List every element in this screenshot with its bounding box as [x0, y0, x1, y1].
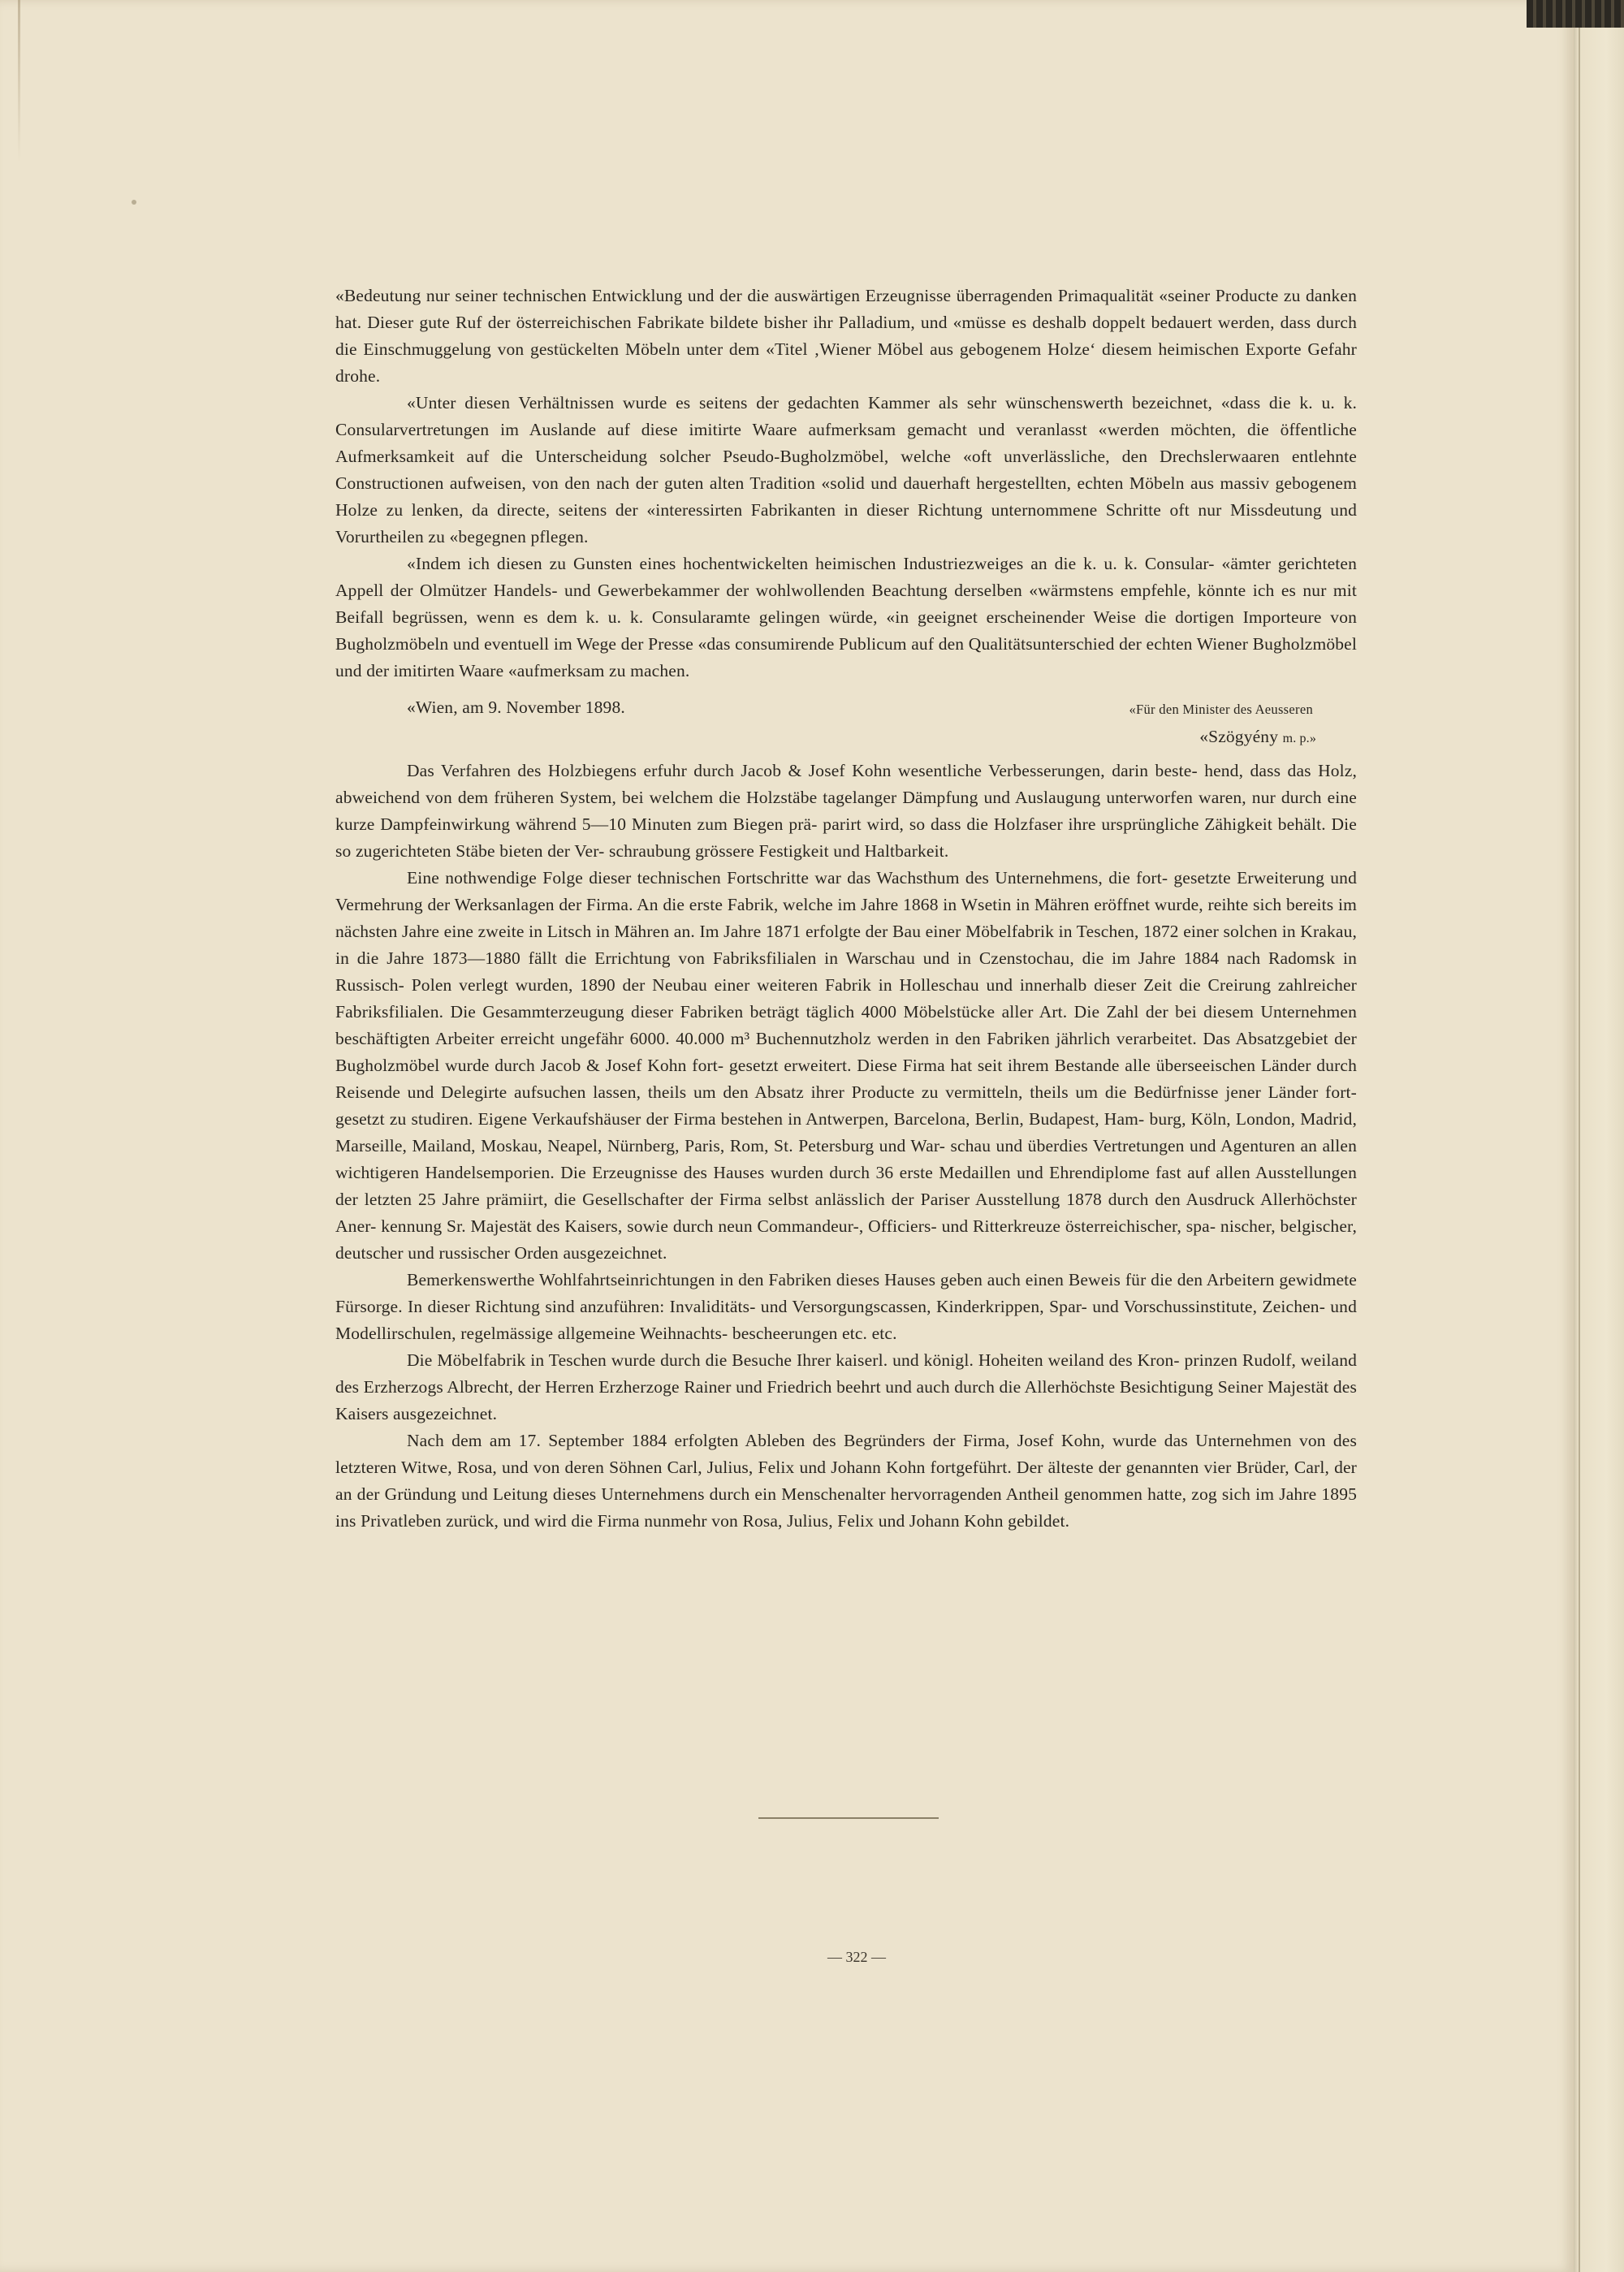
paper-speck	[132, 200, 136, 205]
section-end-rule	[758, 1817, 939, 1819]
signature-name-text: «Szögyény	[1199, 727, 1279, 746]
binding-band	[1527, 0, 1624, 28]
body-paragraph-5: Nach dem am 17. September 1884 erfolgten Ableben des Begründers der Firma, Josef Kohn, wurde das Unternehmen von des letzteren Witwe, Rosa, und von deren Söhnen Carl, Julius, Felix und Johann Kohn fortgeführt. Der älteste der genannten vier Brüder, Carl, der an der Gründung und Leitung dieses Unternehmens durch ein Menschenalter hervorragenden Antheil genommen hatte, zog sich im Jahre 1895 ins Privatleben zurück, und wird die Firma nunmehr von Rosa, Julius, Felix und Johann Kohn gebildet.	[335, 1431, 1357, 1531]
signature-for-minister: «Für den Minister des Aeusseren	[1129, 702, 1313, 717]
paper-crease	[18, 0, 20, 162]
next-page-edge	[1574, 0, 1624, 2272]
letter-paragraph-3: «Indem ich diesen zu Gunsten eines hochentwickelten heimischen Industriezweiges an die k. u. k. Consular- «ämter gerichteten Appell der Olmützer Handels- und Gewerbekammer der wohlwollenden Beachtung derselben «wärmstens empfehle, könnte ich es nur mit Beifall begrüssen, wenn es dem k. u. k. Consularamte gelingen würde, «in geeignet erscheinender Weise die dortigen Importeure von Bugholzmöbeln und eventuell im Wege der Presse «das consumirende Publicum auf den Qualitätsunterschied der echten Wiener Bugholzmöbel und der imitirten Waare «aufmerksam zu machen.	[335, 554, 1357, 680]
letter-paragraph-2: «Unter diesen Verhältnissen wurde es seitens der gedachten Kammer als sehr wünschenswerth bezeichnet, «dass die k. u. k. Consularvertretungen im Auslande auf diese imitirte Waare aufmerksam gemacht und veranlasst «werden möchten, die öffentliche Aufmerksamkeit auf die Unterscheidung solcher Pseudo-Bugholzmöbel, welche «oft unverlässliche, den Drechslerwaaren entlehnte Constructionen aufweisen, von den nach der guten alten Tradition «solid und dauerhaft hergestellten, echten Möbeln aus massiv gebogenem Holze zu lenken, da directe, seitens der «interessirten Fabrikanten in dieser Richtung unternommene Schritte oft nur Missdeutung und Vorurtheilen zu «begegnen pflegen.	[335, 393, 1357, 546]
body-paragraph-3: Bemerkenswerthe Wohlfahrtseinrichtungen in den Fabriken dieses Hauses geben auch einen Beweis für die den Arbeitern gewidmete Fürsorge. In dieser Richtung sind anzuführen: Invaliditäts- und Versorgungscassen, Kinderkrippen, Spar- und Vorschussinstitute, Zeichen- und Modellirschulen, regelmässige allgemeine Weihnachts- bescheerungen etc. etc.	[335, 1270, 1357, 1343]
body-paragraph-4: Die Möbelfabrik in Teschen wurde durch die Besuche Ihrer kaiserl. und königl. Hoheiten weiland des Kron- prinzen Rudolf, weiland des Erzherzogs Albrecht, der Herren Erzherzoge Rainer und Friedrich beehrt und auch durch die Allerhöchste Besichtigung Seiner Majestät des Kaisers ausgezeichnet.	[335, 1350, 1357, 1423]
body-paragraph-2: Eine nothwendige Folge dieser technischen Fortschritte war das Wachsthum des Unternehmens, die fort- gesetzte Erweiterung und Vermehrung der Werksanlagen der Firma. An die erste Fabrik, welche im Jahre 1868 in Wsetin in Mähren eröffnet wurde, reihte sich bereits im nächsten Jahre eine zweite in Litsch in Mähren an. Im Jahre 1871 erfolgte der Bau einer Möbelfabrik in Teschen, 1872 einer solchen in Krakau, in die Jahre 1873—1880 fällt die Errichtung von Fabriksfilialen in Warschau und in Czenstochau, die im Jahre 1884 nach Radomsk in Russisch- Polen verlegt wurden, 1890 der Neubau einer weiteren Fabrik in Holleschau und innerhalb dieser Zeit die Creirung zahlreicher Fabriksfilialen. Die Gesammterzeugung dieser Fabriken beträgt täglich 4000 Möbelstücke aller Art. Die Zahl der bei diesem Unternehmen beschäftigten Arbeiter erreicht ungefähr 6000. 40.000 m³ Buchennutzholz werden in den Fabriken jährlich verarbeitet. Das Absatzgebiet der Bugholzmöbel wurde durch Jacob & Josef Kohn fort- gesetzt erweitert. Diese Firma hat seit ihrem Bestande alle überseeischen Länder durch Reisende und Delegirte aufsuchen lassen, theils um den Absatz ihrer Producte zu vermitteln, theils um die Bedürfnisse jener Länder fort- gesetzt zu studiren. Eigene Verkaufshäuser der Firma bestehen in Antwerpen, Barcelona, Berlin, Budapest, Ham- burg, Köln, London, Madrid, Marseille, Mailand, Moskau, Neapel, Nürnberg, Paris, Rom, St. Petersburg und War- schau und überdies Vertretungen und Agenturen an allen wichtigeren Handelsemporien. Die Erzeugnisse des Hauses wurden durch 36 erste Medaillen und Ehrendiplome fast auf allen Ausstellungen der letzten 25 Jahre prämiirt, die Gesellschafter der Firma selbst anlässlich der Pariser Ausstellung 1878 durch den Ausdruck Allerhöchster Aner- kennung Sr. Majestät des Kaisers, sowie durch neun Commandeur-, Officiers- und Ritterkreuze österreichischer, spa- nischer, belgischer, deutscher und russischer Orden ausgezeichnet.	[335, 868, 1357, 1263]
letter-paragraph-1: «Bedeutung nur seiner technischen Entwicklung und der die auswärtigen Erzeugnisse überragenden Primaqualität «seiner Producte zu danken hat. Dieser gute Ruf der österreichischen Fabrikate bildete bisher ihr Palladium, und «müsse es deshalb doppelt bedauert werden, dass durch die Einschmuggelung von gestückelten Möbeln unter dem «Titel ‚Wiener Möbel aus gebogenem Holze‘ diesem heimischen Exporte Gefahr drohe.	[335, 286, 1357, 386]
signature-suffix: m. p.»	[1282, 732, 1316, 745]
page-number: — 322 —	[827, 1949, 886, 1965]
letter-signature	[335, 691, 1357, 748]
page-gutter-line	[1579, 0, 1580, 2272]
signature-name	[1199, 723, 1316, 752]
main-text-block	[335, 283, 1357, 1535]
body-paragraph-1: Das Verfahren des Holzbiegens erfuhr durch Jacob & Josef Kohn wesentliche Verbesserungen, darin beste- hend, dass das Holz, abweichend von dem früheren System, bei welchem die Holzstäbe tagelanger Dämpfung und Auslaugung unterworfen waren, nur durch eine kurze Dampfeinwirkung während 5—10 Minuten zum Biegen prä- parirt wird, so dass die Holzfaser ihre ursprüngliche Zähigkeit behält. Die so zugerichteten Stäbe bieten der Ver- schraubung grössere Festigkeit und Haltbarkeit.	[335, 761, 1357, 861]
signature-place-date: «Wien, am 9. November 1898.	[407, 698, 625, 717]
